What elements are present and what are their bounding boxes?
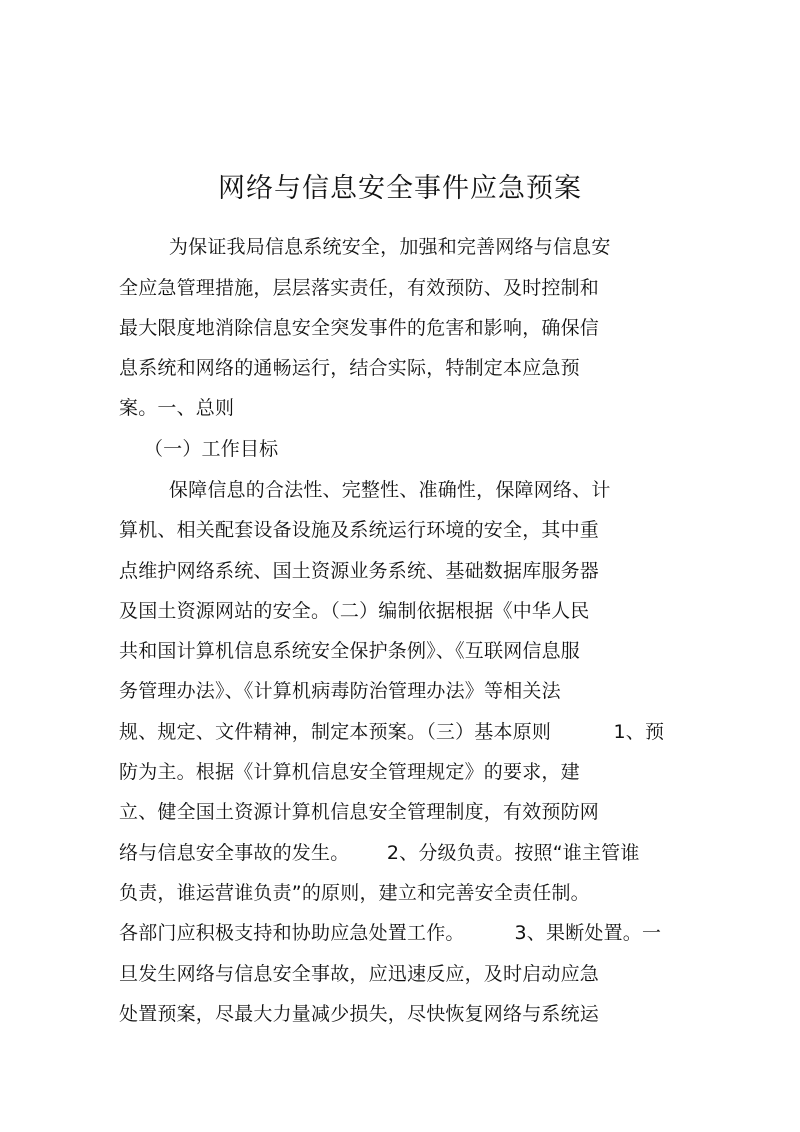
paragraph-line: 负责，谁运营谁负责”的原则，建立和完善安全责任制。 [119,882,590,904]
paragraph-line: 规、规定、文件精神，制定本预案。（三）基本原则 1、预 [119,721,665,743]
paragraph-line: 算机、相关配套设备设施及系统运行环境的安全，其中重 [119,519,600,541]
paragraph-line: 各部门应积极支持和协助应急处置工作。 3、果断处置。一 [119,922,662,944]
paragraph-line: 为保证我局信息系统安全，加强和完善网络与信息安 [119,236,611,258]
paragraph-line: 保障信息的合法性、完整性、准确性，保障网络、计 [119,479,611,501]
paragraph-line: 息系统和网络的通畅运行，结合实际，特制定本应急预 [119,357,580,379]
paragraph-line: 全应急管理措施，层层落实责任，有效预防、及时控制和 [119,277,600,299]
paragraph-line: 务管理办法》、《计算机病毒防治管理办法》等相关法 [119,680,561,702]
paragraph-line: 旦发生网络与信息安全事故，应迅速反应，及时启动应急 [119,963,600,985]
paragraph-line: 及国土资源网站的安全。（二）编制依据根据《中华人民 [119,600,590,622]
paragraph-line: 立、健全国土资源计算机信息安全管理制度，有效预防网 [119,801,600,823]
paragraph-line: 点维护网络系统、国土资源业务系统、基础数据库服务器 [119,560,600,582]
document-title: 网络与信息安全事件应急预案 [218,173,582,204]
paragraph-line: 最大限度地消除信息安全突发事件的危害和影响，确保信 [119,317,600,339]
paragraph-line: 共和国计算机信息系统安全保护条例》、《互联网信息服 [119,640,581,662]
paragraph-line: 络与信息安全事故的发生。 2、分级负责。按照“谁主管谁 [119,842,640,864]
paragraph-line: 防为主。根据《计算机信息安全管理规定》的要求，建 [119,761,580,783]
section-heading-line: 案。一、总则 [119,397,235,419]
subsection-heading: （一）工作目标 [119,438,279,460]
paragraph-line: 处置预案，尽最大力量减少损失，尽快恢复网络与系统运 [119,1003,600,1025]
